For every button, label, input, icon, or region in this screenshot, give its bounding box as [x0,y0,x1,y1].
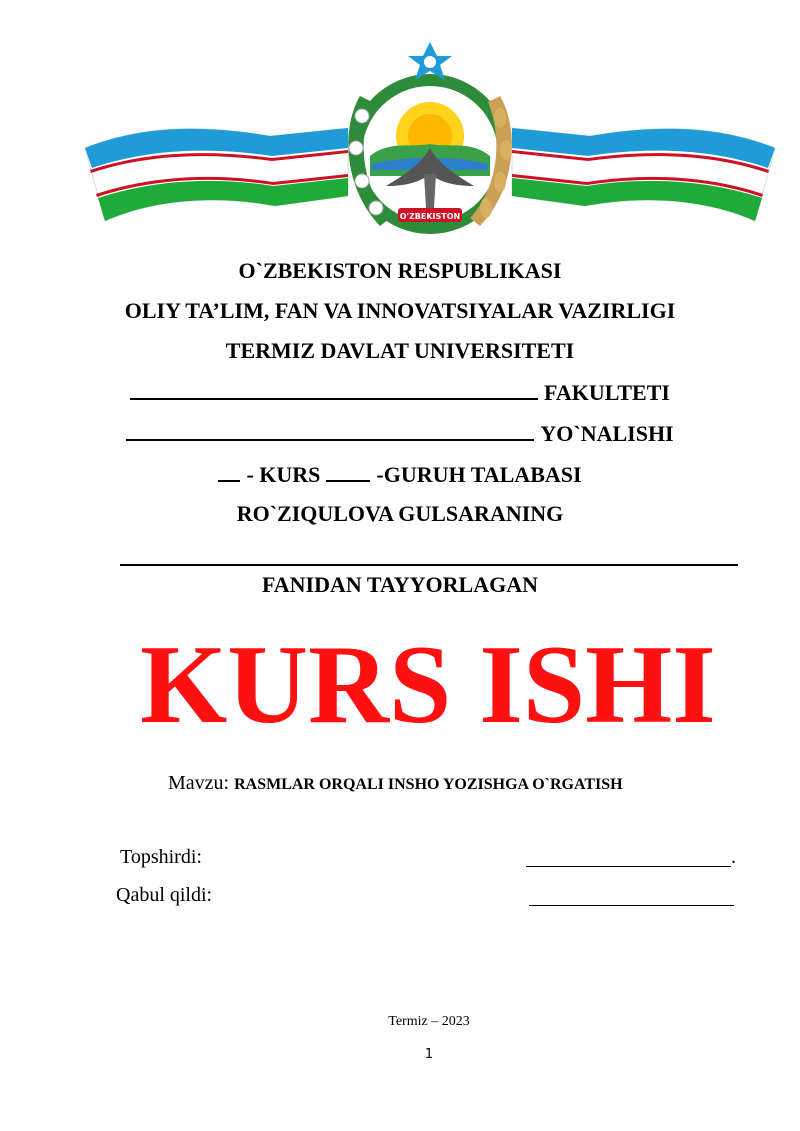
state-emblem-icon [80,36,780,236]
course-text: - KURS [246,462,321,487]
republic-heading: O`ZBEKISTON RESPUBLIKASI [238,258,562,283]
document-title: KURS ISHI [140,623,716,747]
submitted-label: Topshirdi: [120,846,202,868]
page-number: 1 [424,1047,434,1062]
student-name: RO`ZIQULOVA GULSARANING [236,501,564,526]
course-blank[interactable] [218,460,240,482]
emblem-ribbon-text: O'ZBEKISTON [399,212,461,221]
flag-icon [85,128,348,221]
submitted-signature-blank[interactable] [526,866,731,867]
topic-line [168,772,623,795]
submitted-end-mark: . [731,846,736,868]
subject-blank[interactable] [120,564,738,566]
topic-value: RASMLAR ORQALI INSHO YOZISHGA O`RGATISH [234,776,623,793]
accepted-signature-blank[interactable] [529,905,734,906]
faculty-blank[interactable] [130,378,538,400]
place-year: Termiz – 2023 [388,1014,470,1029]
university-heading: TERMIZ DAVLAT UNIVERSITETI [225,338,575,363]
ministry-heading: OLIY TA’LIM, FAN VA INNOVATSIYALAR VAZIRLIGI [124,298,676,323]
faculty-line [0,378,800,406]
direction-line [0,419,800,447]
accepted-label: Qabul qildi: [116,884,213,906]
group-blank[interactable] [326,460,370,482]
flag-icon [512,128,775,221]
topic-label: Mavzu: [168,772,230,794]
course-group-line [0,460,800,488]
direction-suffix: YO`NALISHI [540,421,674,446]
prepared-line: FANIDAN TAYYORLAGAN [261,572,539,597]
direction-blank[interactable] [126,419,534,441]
state-emblem-banner [80,36,780,236]
faculty-suffix: FAKULTETI [544,380,670,405]
group-text: -GURUH TALABASI [376,462,582,487]
